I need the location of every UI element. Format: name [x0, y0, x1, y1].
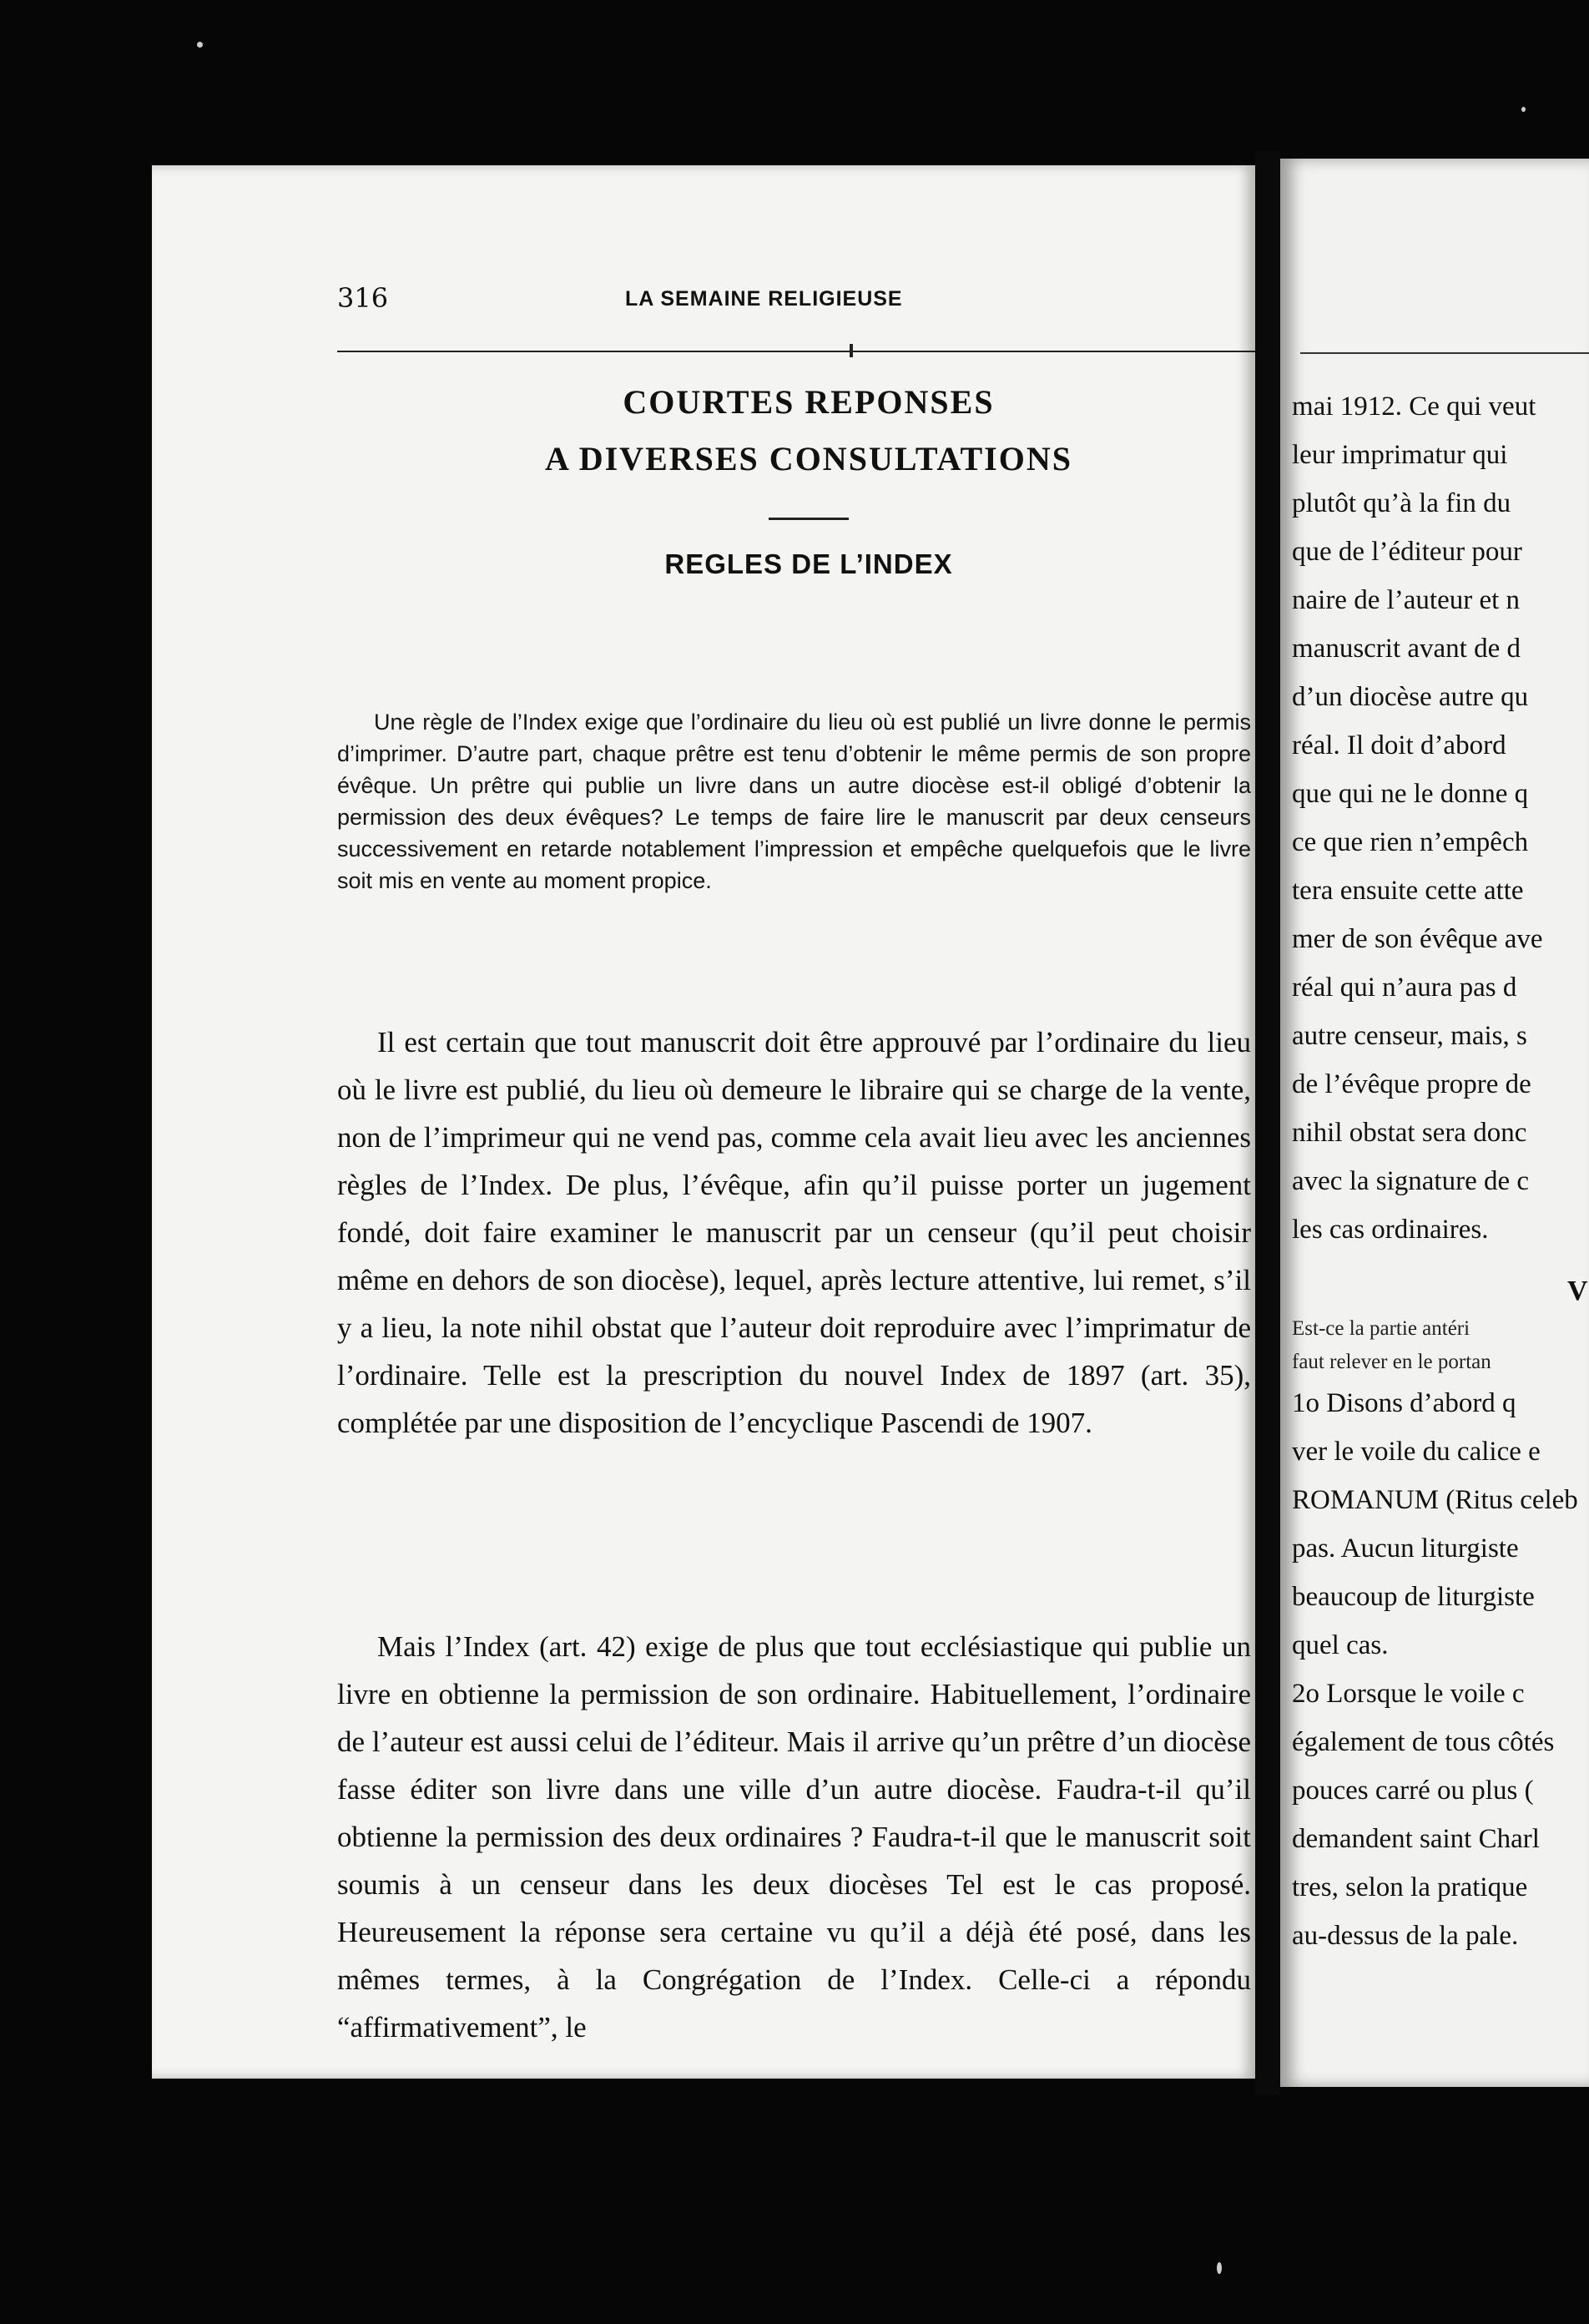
page-number: 316 — [337, 282, 389, 314]
right-text-line: que de l’éditeur pour — [1292, 537, 1522, 567]
running-header — [337, 282, 1289, 332]
right-text-line: mer de son évêque ave — [1292, 924, 1543, 954]
right-text-line: 2o Lorsque le voile c — [1292, 1679, 1525, 1709]
right-text-line: également de tous côtés — [1292, 1727, 1555, 1757]
right-text-line: que qui ne le donne q — [1292, 779, 1529, 809]
right-text-line: quel cas. — [1292, 1630, 1389, 1660]
article-title-line-1: COURTES REPONSES — [623, 383, 995, 421]
running-title: LA SEMAINE RELIGIEUSE — [625, 287, 903, 311]
article-title-block — [337, 374, 1280, 580]
answer-paragraph-2: Mais l’Index (art. 42) exige de plus que tout ecclésiastique qui publie un livre en obtienne la permission de son ordinaire. Habituellement, l’ordinaire de l’auteur est aussi celui de l’éditeur. Mais il arrive qu’un prêtre d’un diocèse fasse éditer son livre dans une ville d’un autre diocèse. Faudra-t-il qu’il obtienne la permission des deux ordinaires ? Faudra-t-il que le manuscrit soit soumis à un censeur dans les deux diocèses Tel est le cas proposé. Heureusement la réponse sera certaine vu qu’il a déjà été posé, dans les mêmes termes, à la Congrégation de l’Index. Celle-ci a répondu “affirmativement”, le — [337, 1630, 1251, 2044]
section-heading: REGLES DE L’INDEX — [664, 548, 953, 579]
right-text-line: réal. Il doit d’abord — [1292, 730, 1506, 760]
right-text-line: autre censeur, mais, s — [1292, 1021, 1527, 1051]
right-text-line: demandent saint Charl — [1292, 1824, 1540, 1854]
right-text-line: pas. Aucun liturgiste — [1292, 1533, 1519, 1564]
header-rule — [337, 351, 1280, 352]
dust-speck — [1217, 2262, 1222, 2274]
right-header-rule — [1300, 352, 1589, 354]
right-text-line: réal qui n’aura pas d — [1292, 973, 1517, 1003]
title-divider — [769, 518, 849, 520]
answer-paragraph-1: Il est certain que tout manuscrit doit être approuvé par l’ordinaire du lieu où le livre est publié, du lieu où demeure le libraire qui se charge de la vente, non de l’imprimeur qui ne vend pas, comme cela avait lieu avec les anciennes règles de l’Index. De plus, l’évêque, afin qu’il puisse porter un jugement fondé, doit faire examiner le manuscrit par un censeur (qu’il peut choisir même en dehors de son diocèse), lequel, après lecture attentive, lui remet, s’il y a lieu, la note nihil obstat que l’auteur doit reproduire avec l’imprimatur de l’ordinaire. Telle est la prescription du nouvel Index de 1897 (art. 35), complétée par une disposition de l’encyclique Pascendi de 1907. — [337, 1026, 1251, 1439]
right-text-line: les cas ordinaires. — [1292, 1215, 1489, 1245]
right-question-line: faut relever en le portan — [1292, 1351, 1491, 1373]
dust-speck — [1521, 107, 1526, 112]
article-title-line-2: A DIVERSES CONSULTATIONS — [545, 440, 1072, 477]
right-text-line: naire de l’auteur et n — [1292, 585, 1521, 615]
right-page — [1280, 159, 1589, 2087]
right-text-line: nihil obstat sera donc — [1292, 1118, 1527, 1148]
right-text-line: ver le voile du calice e — [1292, 1437, 1541, 1467]
right-text-line: ROMANUM (Ritus celeb — [1292, 1485, 1578, 1515]
right-text-line: pouces carré ou plus ( — [1292, 1776, 1534, 1806]
right-text-line: avec la signature de c — [1292, 1166, 1530, 1196]
right-text-line: au-dessus de la pale. — [1292, 1921, 1519, 1951]
right-text-line: d’un diocèse autre qu — [1292, 682, 1529, 712]
right-text-line: de l’évêque propre de — [1292, 1069, 1531, 1099]
header-rule-ornament — [850, 344, 853, 357]
right-page-text — [1292, 382, 1589, 1960]
left-page — [152, 165, 1255, 2079]
right-text-line: 1o Disons d’abord q — [1292, 1388, 1516, 1418]
right-text-line: beaucoup de liturgiste — [1292, 1582, 1535, 1612]
right-text-line: leur imprimatur qui — [1292, 440, 1508, 470]
question-paragraph: Une règle de l’Index exige que l’ordinaire du lieu où est publié un livre donne le permis d’imprimer. D’autre part, chaque prêtre est tenu d’obtenir le même permis de son propre évêque. Un prêtre qui publie un livre dans un autre diocèse est-il obligé d’obtenir la permission des deux évêques? Le temps de faire lire le manuscrit par deux censeurs successivement en retarde notablement l’impression et empêche quelquefois que le livre soit mis en vente au moment propice. — [337, 710, 1251, 893]
right-text-line: plutôt qu’à la fin du — [1292, 488, 1511, 518]
left-page-content — [337, 282, 1289, 2044]
dust-speck — [197, 42, 203, 48]
right-text-line: ce que rien n’empêch — [1292, 827, 1529, 857]
right-text-line: tera ensuite cette atte — [1292, 876, 1524, 906]
right-question-line: Est-ce la partie antéri — [1292, 1317, 1470, 1340]
right-text-line: manuscrit avant de d — [1292, 634, 1521, 664]
right-section-heading: V — [1567, 1276, 1588, 1306]
right-text-line: tres, selon la pratique — [1292, 1872, 1528, 1902]
book-gutter — [1255, 150, 1280, 2095]
right-text-line: mai 1912. Ce qui veut — [1292, 392, 1536, 422]
